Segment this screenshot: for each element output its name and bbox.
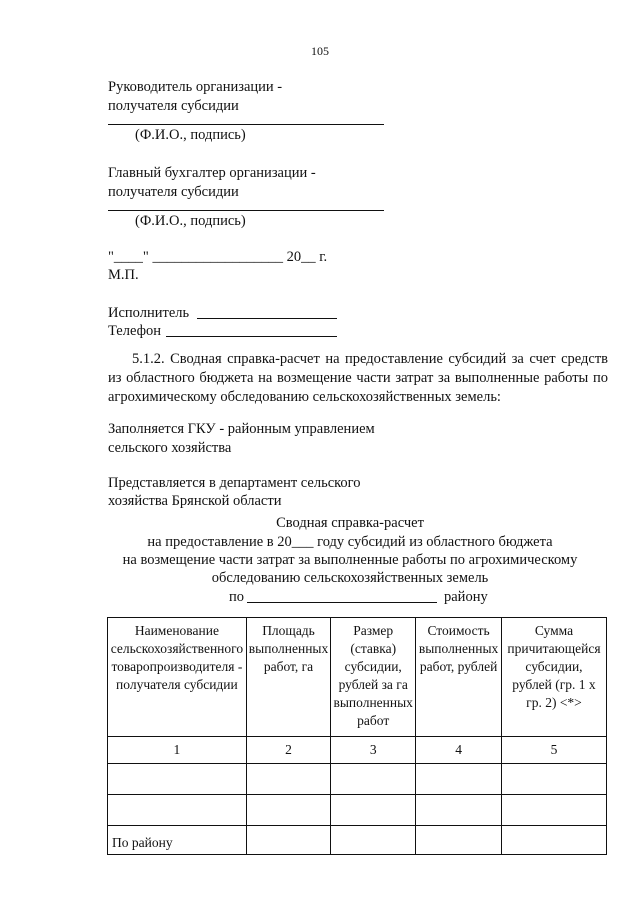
header-cell: Размер (ставка) субсидии, рублей за га выполненных работ: [331, 618, 416, 737]
table-cell: [416, 764, 502, 795]
form-title-line4: обследованию сельскохозяйственных земель: [211, 570, 489, 586]
executor-line: [197, 318, 337, 319]
column-number-row: [108, 737, 607, 764]
total-label: По району: [108, 826, 247, 855]
column-number: 3: [331, 737, 416, 764]
seal-label: М.П.: [108, 267, 139, 283]
head-signature-caption: (Ф.И.О., подпись): [135, 127, 246, 143]
form-title-line2: на предоставление в 20___ году субсидий из областного бюджета: [147, 534, 553, 550]
table-cell: [246, 795, 330, 826]
form-title-line1: Сводная справка-расчет: [276, 515, 424, 531]
page-number: 105: [311, 44, 329, 58]
form-title-line3: на возмещение части затрат за выполненные работы по агрохимическому: [122, 552, 578, 568]
table-row: [108, 764, 607, 795]
accountant-title-line2: получателя субсидии: [108, 184, 239, 200]
head-title-line2: получателя субсидии: [108, 98, 239, 114]
column-number: 4: [416, 737, 502, 764]
head-signature-line: [108, 124, 384, 125]
date-line: "____" __________________ 20__ г.: [108, 249, 328, 265]
table-cell: [416, 826, 502, 855]
table-cell: [331, 764, 416, 795]
accountant-title-line1: Главный бухгалтер организации -: [108, 165, 316, 181]
table-cell: [108, 795, 247, 826]
submitted-to-line2: хозяйства Брянской области: [108, 493, 282, 509]
accountant-signature-line: [108, 210, 384, 211]
header-cell: Сумма причитающейся субсидии, рублей (гр. 1 х гр. 2) <*>: [501, 618, 606, 737]
column-number: 5: [501, 737, 606, 764]
accountant-signature-caption: (Ф.И.О., подпись): [135, 213, 246, 229]
phone-line: [166, 336, 337, 337]
head-title-line1: Руководитель организации -: [108, 79, 283, 95]
table-cell: [108, 764, 247, 795]
header-cell: Наименование сельскохозяйственного товаропроизводителя - получателя субсидии: [108, 618, 247, 737]
column-number: 2: [246, 737, 330, 764]
filled-by-line2: сельского хозяйства: [108, 440, 232, 456]
table-cell: [501, 795, 606, 826]
table-row: [108, 795, 607, 826]
district-prefix: по: [229, 589, 245, 605]
filled-by-line1: Заполняется ГКУ - районным управлением: [108, 421, 375, 437]
table-cell: [331, 826, 416, 855]
table-header-row: [108, 618, 607, 737]
submitted-to-line1: Представляется в департамент сельского: [108, 475, 361, 491]
section-paragraph: 5.1.2. Сводная справка-расчет на предоставление субсидий за счет средств из областного бюджета на возмещение части затрат за выполненные работы по агрохимическому обследованию сельскохозяйственных земель:: [108, 351, 608, 405]
table-cell: [331, 795, 416, 826]
header-cell: Площадь выполненных работ, га: [246, 618, 330, 737]
header-cell: Стоимость выполненных работ, рублей: [416, 618, 502, 737]
subsidy-table: [107, 617, 607, 855]
table-cell: [246, 826, 330, 855]
executor-label: Исполнитель: [108, 305, 190, 321]
table-cell: [416, 795, 502, 826]
table-cell: [246, 764, 330, 795]
column-number: 1: [108, 737, 247, 764]
total-row: [108, 826, 607, 855]
table-cell: [501, 764, 606, 795]
table-cell: [501, 826, 606, 855]
phone-label: Телефон: [108, 323, 161, 339]
district-line: [247, 602, 437, 603]
district-suffix: району: [444, 589, 488, 605]
